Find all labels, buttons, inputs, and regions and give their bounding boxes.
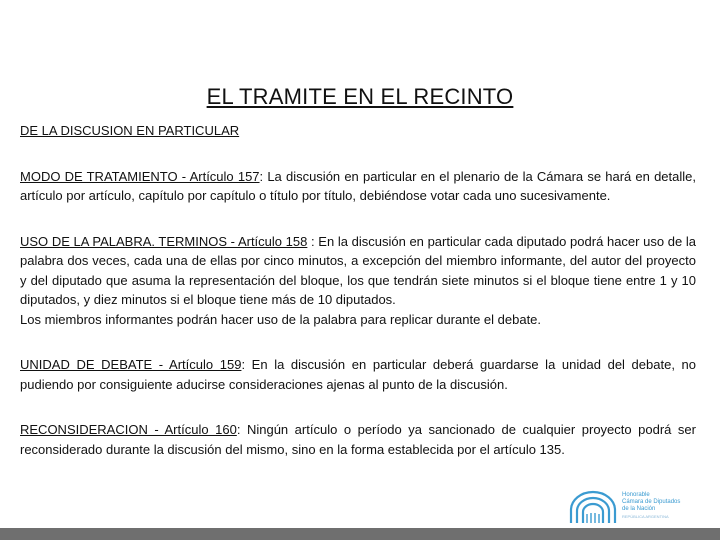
article-159-heading: UNIDAD DE DEBATE - Artículo 159	[20, 357, 242, 372]
logo-line-4: REPÚBLICA ARGENTINA	[622, 514, 669, 519]
logo-line-1: Honorable	[622, 492, 650, 498]
article-158-paragraph	[20, 232, 696, 310]
article-158-text: : En la discusión en particular cada diputado podrá hacer uso de la palabra dos veces, cada una de ellas por cinco minutos, a excepción del miembro informante, del autor del proyecto y del diputado que asuma la representación del bloque, los que tendrán siete minutos si el bloque tiene entre 1 y 10 diputados, y diez minutos si el bloque tiene más de 10 diputados.	[20, 233, 696, 307]
document-body	[20, 121, 696, 485]
article-157-paragraph	[20, 167, 696, 206]
article-157-heading: MODO DE TRATAMIENTO - Artículo 157	[20, 168, 260, 184]
article-157-text: : La discusión en particular en el plenario de la Cámara se hará en detalle, artículo por artículo, capítulo por capítulo o título por título, debiéndose votar cada uno sucesivamente.	[20, 168, 696, 203]
article-159-paragraph	[20, 355, 696, 394]
article-158-heading: USO DE LA PALABRA. TERMINOS - Artículo 158	[20, 233, 308, 249]
page-title: EL TRAMITE EN EL RECINTO	[206, 84, 514, 109]
top-bar	[0, 0, 720, 16]
logo-line-2: Cámara de Diputados	[622, 499, 681, 505]
article-160-paragraph	[20, 420, 696, 459]
article-160-heading: RECONSIDERACION - Artículo 160	[20, 422, 237, 437]
bottom-bar	[0, 528, 720, 540]
arch-logo-icon	[568, 490, 618, 524]
chamber-logo	[568, 490, 708, 528]
logo-text	[622, 492, 680, 520]
article-160-text: : Ningún artículo o período ya sancionado de cualquier proyecto podrá ser reconsiderado durante la discusión del mismo, sino en la forma establecida por el artículo 135.	[20, 422, 696, 457]
article-159-text: : En la discusión en particular deberá guardarse la unidad del debate, no pudiendo por consiguiente aducirse consideraciones ajenas al punto de la discusión.	[20, 357, 697, 392]
section-subtitle: DE LA DISCUSION EN PARTICULAR	[20, 123, 240, 138]
logo-line-3: de la Nación	[622, 506, 656, 512]
article-158-note: Los miembros informantes podrán hacer uso de la palabra para replicar durante el debate.	[20, 311, 542, 327]
